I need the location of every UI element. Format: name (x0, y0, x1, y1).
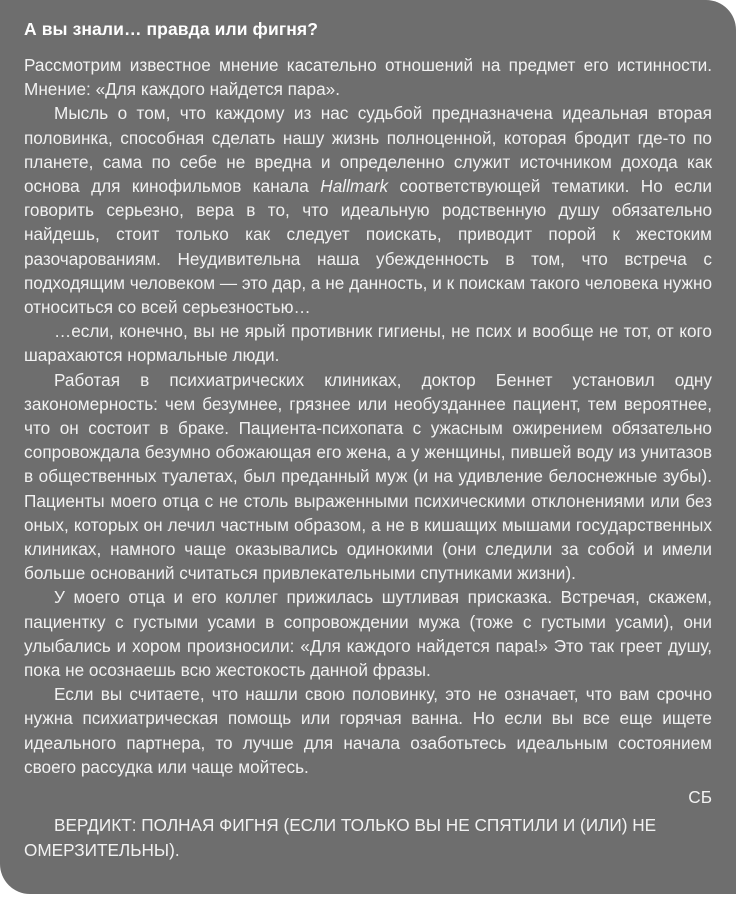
paragraph-2-text-after-brand: соответствующей тематики. Но если говорить серьезно, вера в то, что идеальную родственную душу обязательно найдешь, стоит только как следует поискать, приводит порой к жестоким разочарованиям. Неудивительна наша убежденность в том, что встреча с подходящим человеком — это дар, а не данность, и к поискам такого человека нужно относиться со всей серьезностью… (24, 176, 712, 318)
author-signature: СБ (688, 787, 712, 808)
paragraph-5: У моего отца и его коллег прижилась шутливая присказка. Встречая, скажем, пациентку с густыми усами в сопровождении мужа (тоже с густыми усами), они улыбались и хором произносили: «Для каждого найдется пара!» Это так греет душу, пока не осознаешь всю жестокость данной фразы. (24, 587, 712, 681)
verdict-text: ВЕРДИКТ: ПОЛНАЯ ФИГНЯ (ЕСЛИ ТОЛЬКО ВЫ НЕ СПЯТИЛИ И (ИЛИ) НЕ ОМЕРЗИТЕЛЬНЫ). (24, 815, 657, 860)
paragraph-3: …если, конечно, вы не ярый противник гигиены, не псих и вообще не тот, от кого шарахаются нормальные люди. (24, 321, 712, 366)
paragraph-2-text-before-brand: Мысль о том, что каждому из нас судьбой предназначена идеальная вторая половинка, способная сделать нашу жизнь полноценной, которая бродит где-то по планете, сама по себе не вредна и определенно служит источником дохода как основа для кинофильмов канала (24, 103, 712, 197)
paragraph-6: Если вы считаете, что нашли свою половинку, это не означает, что вам срочно нужна психиатрическая помощь или горячая ванна. Но если вы все еще ищете идеального партнера, то лучше для начала озаботьтесь идеальным состоянием своего рассудка или чаще мойтесь. (24, 684, 712, 777)
page-title: А вы знали… правда или фигня? (24, 19, 318, 39)
paragraph-1: Рассмотрим известное мнение касательно отношений на предмет его истинности. Мнение: «Для каждого найдется пара». (24, 55, 712, 100)
brand-name-hallmark: Hallmark (320, 176, 389, 197)
paragraph-2 (24, 101, 712, 319)
paragraph-4: Работая в психиатрических клиниках, доктор Беннет установил одну закономерность: чем безумнее, грязнее или необузданнее пациент, тем вероятнее, что он состоит в браке. Пациента-психопата с ужасным ожирением обязательно сопровождала безумно обожающая его жена, а у женщины, пившей воду из унитазов в общественных туалетах, был преданный муж (и на удивление белоснежные зубы). Пациенты моего отца с не столь выраженными психическими отклонениями или без оных, которых он лечил частным образом, а не в кишащих мышами государственных клиниках, намного чаще оказывались одинокими (они следили за собой и имели больше оснований считаться привлекательными спутниками жизни). (24, 369, 712, 584)
article-body (24, 53, 712, 779)
